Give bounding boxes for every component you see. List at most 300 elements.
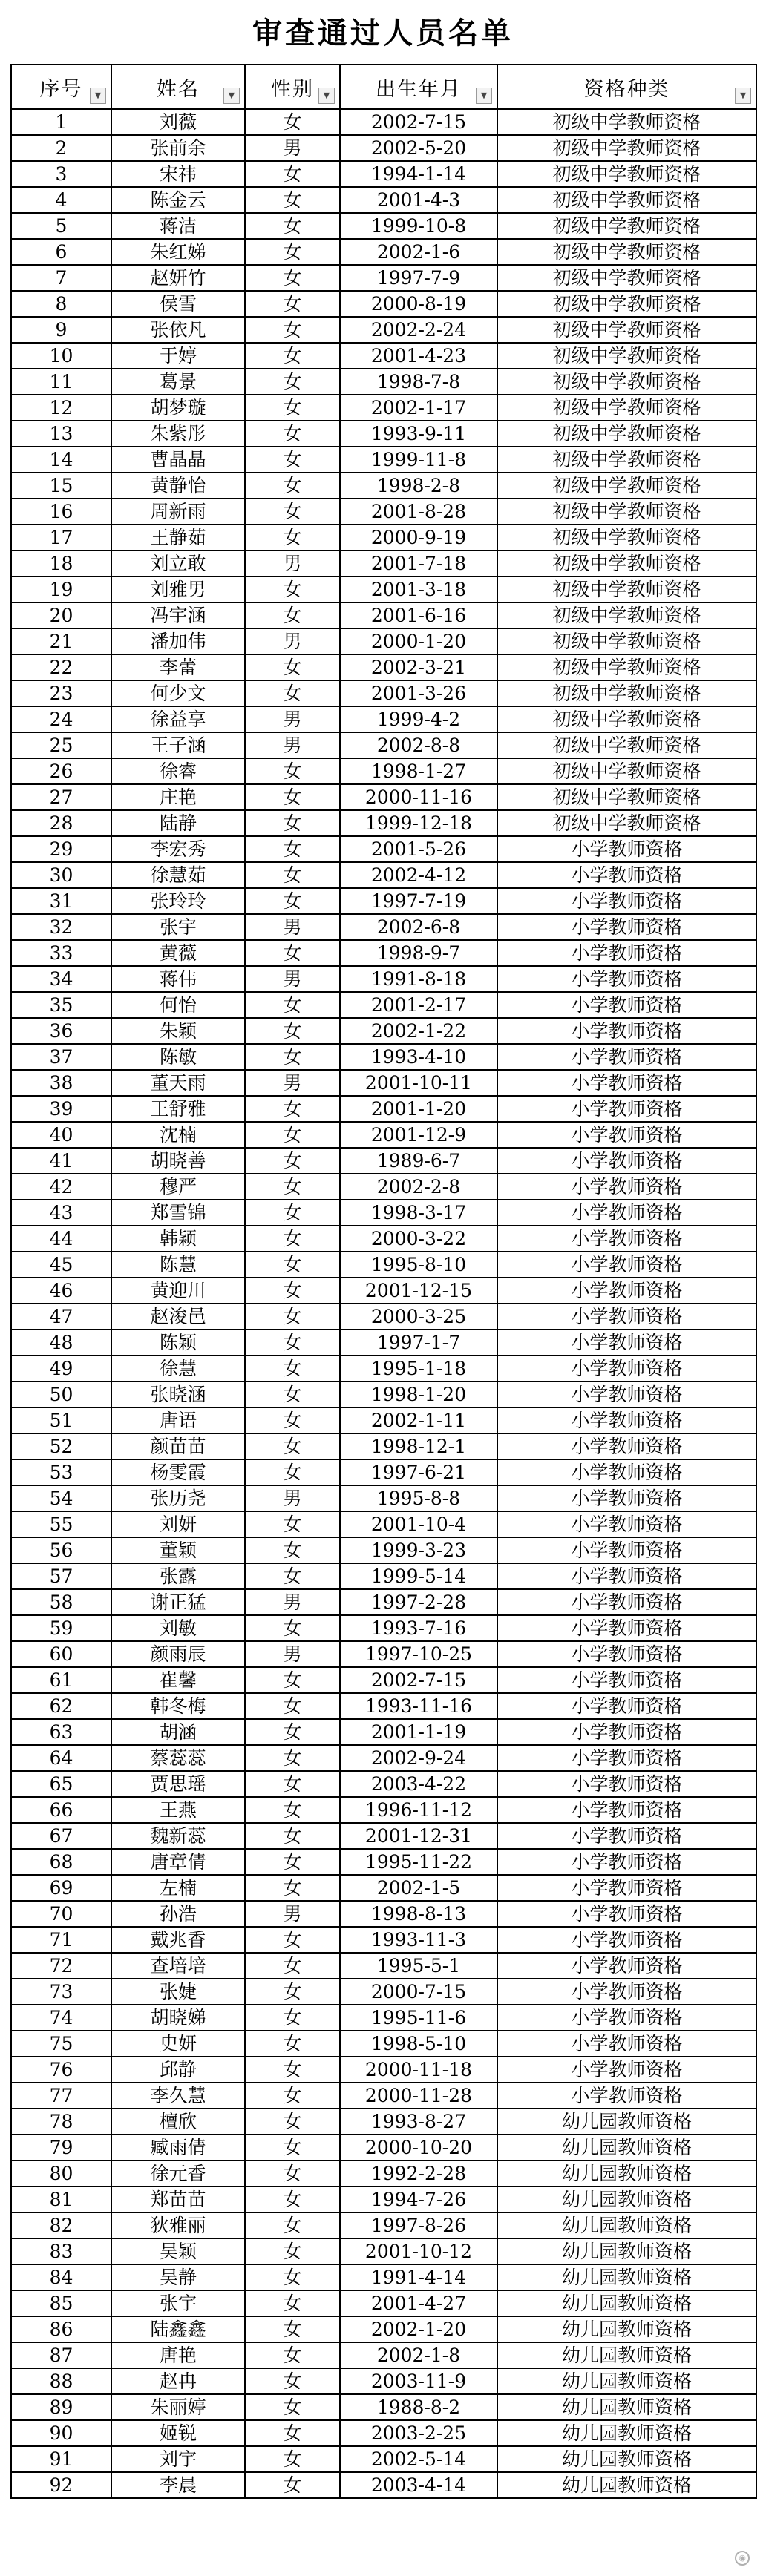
cell-qualification[interactable]: 初级中学教师资格 <box>497 706 756 732</box>
cell-index[interactable]: 61 <box>11 1667 111 1693</box>
cell-gender[interactable]: 女 <box>245 1044 340 1070</box>
cell-qualification[interactable]: 小学教师资格 <box>497 1407 756 1433</box>
cell-gender[interactable]: 女 <box>245 1096 340 1122</box>
cell-name[interactable]: 沈楠 <box>111 1122 245 1148</box>
filter-dropdown-icon[interactable]: ▼ <box>735 88 751 104</box>
cell-index[interactable]: 64 <box>11 1745 111 1771</box>
cell-gender[interactable]: 女 <box>245 1459 340 1485</box>
cell-name[interactable]: 赵浚邑 <box>111 1304 245 1330</box>
cell-name[interactable]: 张前余 <box>111 135 245 161</box>
cell-qualification[interactable]: 小学教师资格 <box>497 1304 756 1330</box>
cell-birthdate[interactable]: 1997-1-7 <box>340 1330 497 1356</box>
cell-qualification[interactable]: 幼儿园教师资格 <box>497 2109 756 2135</box>
filter-dropdown-icon[interactable]: ▼ <box>476 88 492 104</box>
cell-birthdate[interactable]: 2002-7-15 <box>340 1667 497 1693</box>
cell-birthdate[interactable]: 2002-1-11 <box>340 1407 497 1433</box>
cell-qualification[interactable]: 初级中学教师资格 <box>497 447 756 473</box>
cell-index[interactable]: 72 <box>11 1953 111 1979</box>
cell-gender[interactable]: 女 <box>245 2472 340 2498</box>
cell-gender[interactable]: 女 <box>245 810 340 836</box>
cell-gender[interactable]: 男 <box>245 135 340 161</box>
cell-gender[interactable]: 女 <box>245 2342 340 2368</box>
cell-birthdate[interactable]: 1999-3-23 <box>340 1537 497 1563</box>
cell-gender[interactable]: 女 <box>245 499 340 525</box>
cell-gender[interactable]: 男 <box>245 732 340 758</box>
cell-gender[interactable]: 女 <box>245 2420 340 2446</box>
cell-gender[interactable]: 女 <box>245 680 340 706</box>
cell-name[interactable]: 朱紫彤 <box>111 421 245 447</box>
cell-index[interactable]: 5 <box>11 213 111 239</box>
cell-qualification[interactable]: 初级中学教师资格 <box>497 576 756 602</box>
cell-gender[interactable]: 女 <box>245 2135 340 2161</box>
cell-gender[interactable]: 女 <box>245 1615 340 1641</box>
cell-index[interactable]: 16 <box>11 499 111 525</box>
cell-index[interactable]: 24 <box>11 706 111 732</box>
cell-birthdate[interactable]: 2001-6-16 <box>340 602 497 628</box>
cell-gender[interactable]: 女 <box>245 2161 340 2186</box>
cell-gender[interactable]: 女 <box>245 291 340 317</box>
cell-index[interactable]: 31 <box>11 888 111 914</box>
cell-birthdate[interactable]: 2000-3-22 <box>340 1226 497 1252</box>
cell-birthdate[interactable]: 2001-12-31 <box>340 1823 497 1849</box>
cell-birthdate[interactable]: 2001-2-17 <box>340 992 497 1018</box>
cell-qualification[interactable]: 初级中学教师资格 <box>497 628 756 654</box>
cell-qualification[interactable]: 初级中学教师资格 <box>497 265 756 291</box>
cell-birthdate[interactable]: 2002-3-21 <box>340 654 497 680</box>
cell-gender[interactable]: 女 <box>245 213 340 239</box>
cell-index[interactable]: 65 <box>11 1771 111 1797</box>
cell-birthdate[interactable]: 2002-7-15 <box>340 109 497 135</box>
cell-birthdate[interactable]: 1999-4-2 <box>340 706 497 732</box>
cell-name[interactable]: 刘立敢 <box>111 551 245 576</box>
cell-gender[interactable]: 女 <box>245 1148 340 1174</box>
cell-gender[interactable]: 女 <box>245 343 340 369</box>
cell-gender[interactable]: 女 <box>245 473 340 499</box>
cell-qualification[interactable]: 小学教师资格 <box>497 966 756 992</box>
cell-birthdate[interactable]: 1998-8-13 <box>340 1901 497 1927</box>
cell-birthdate[interactable]: 2000-7-15 <box>340 1979 497 2005</box>
cell-qualification[interactable]: 小学教师资格 <box>497 1511 756 1537</box>
cell-name[interactable]: 陆静 <box>111 810 245 836</box>
cell-qualification[interactable]: 小学教师资格 <box>497 914 756 940</box>
cell-gender[interactable]: 女 <box>245 2186 340 2212</box>
cell-birthdate[interactable]: 1997-7-19 <box>340 888 497 914</box>
cell-name[interactable]: 刘雅男 <box>111 576 245 602</box>
cell-birthdate[interactable]: 1996-11-12 <box>340 1797 497 1823</box>
cell-gender[interactable]: 男 <box>245 628 340 654</box>
cell-birthdate[interactable]: 2001-4-27 <box>340 2290 497 2316</box>
cell-index[interactable]: 80 <box>11 2161 111 2186</box>
cell-name[interactable]: 侯雪 <box>111 291 245 317</box>
cell-gender[interactable]: 男 <box>245 1901 340 1927</box>
cell-index[interactable]: 90 <box>11 2420 111 2446</box>
cell-qualification[interactable]: 初级中学教师资格 <box>497 525 756 551</box>
cell-gender[interactable]: 女 <box>245 1381 340 1407</box>
cell-index[interactable]: 54 <box>11 1485 111 1511</box>
cell-name[interactable]: 孙浩 <box>111 1901 245 1927</box>
cell-birthdate[interactable]: 1997-7-9 <box>340 265 497 291</box>
cell-name[interactable]: 朱颖 <box>111 1018 245 1044</box>
cell-index[interactable]: 20 <box>11 602 111 628</box>
cell-index[interactable]: 78 <box>11 2109 111 2135</box>
cell-birthdate[interactable]: 2000-8-19 <box>340 291 497 317</box>
cell-gender[interactable]: 男 <box>245 551 340 576</box>
cell-qualification[interactable]: 小学教师资格 <box>497 1823 756 1849</box>
cell-index[interactable]: 77 <box>11 2083 111 2109</box>
cell-name[interactable]: 李晨 <box>111 2472 245 2498</box>
cell-qualification[interactable]: 小学教师资格 <box>497 1330 756 1356</box>
cell-birthdate[interactable]: 2002-5-20 <box>340 135 497 161</box>
cell-gender[interactable]: 女 <box>245 1407 340 1433</box>
cell-birthdate[interactable]: 2000-1-20 <box>340 628 497 654</box>
cell-gender[interactable]: 女 <box>245 1797 340 1823</box>
cell-name[interactable]: 张婕 <box>111 1979 245 2005</box>
cell-index[interactable]: 44 <box>11 1226 111 1252</box>
cell-name[interactable]: 王燕 <box>111 1797 245 1823</box>
cell-index[interactable]: 25 <box>11 732 111 758</box>
cell-gender[interactable]: 女 <box>245 2109 340 2135</box>
cell-birthdate[interactable]: 1998-9-7 <box>340 940 497 966</box>
cell-qualification[interactable]: 小学教师资格 <box>497 1719 756 1745</box>
cell-qualification[interactable]: 幼儿园教师资格 <box>497 2342 756 2368</box>
cell-gender[interactable]: 女 <box>245 421 340 447</box>
cell-qualification[interactable]: 小学教师资格 <box>497 1771 756 1797</box>
cell-qualification[interactable]: 小学教师资格 <box>497 1745 756 1771</box>
cell-gender[interactable]: 女 <box>245 862 340 888</box>
cell-qualification[interactable]: 初级中学教师资格 <box>497 810 756 836</box>
filter-dropdown-icon[interactable]: ▼ <box>318 88 335 104</box>
cell-birthdate[interactable]: 2000-11-16 <box>340 784 497 810</box>
cell-gender[interactable]: 女 <box>245 187 340 213</box>
cell-gender[interactable]: 女 <box>245 1252 340 1278</box>
cell-birthdate[interactable]: 2001-8-28 <box>340 499 497 525</box>
cell-qualification[interactable]: 幼儿园教师资格 <box>497 2290 756 2316</box>
cell-qualification[interactable]: 初级中学教师资格 <box>497 239 756 265</box>
cell-gender[interactable]: 女 <box>245 1226 340 1252</box>
cell-gender[interactable]: 女 <box>245 317 340 343</box>
cell-index[interactable]: 62 <box>11 1693 111 1719</box>
cell-gender[interactable]: 女 <box>245 161 340 187</box>
cell-qualification[interactable]: 初级中学教师资格 <box>497 473 756 499</box>
cell-gender[interactable]: 女 <box>245 888 340 914</box>
cell-index[interactable]: 73 <box>11 1979 111 2005</box>
cell-index[interactable]: 85 <box>11 2290 111 2316</box>
cell-qualification[interactable]: 初级中学教师资格 <box>497 680 756 706</box>
cell-gender[interactable]: 女 <box>245 2005 340 2031</box>
cell-gender[interactable]: 女 <box>245 525 340 551</box>
cell-name[interactable]: 蒋伟 <box>111 966 245 992</box>
cell-index[interactable]: 12 <box>11 395 111 421</box>
cell-index[interactable]: 63 <box>11 1719 111 1745</box>
cell-birthdate[interactable]: 2001-5-26 <box>340 836 497 862</box>
cell-gender[interactable]: 男 <box>245 1589 340 1615</box>
cell-index[interactable]: 79 <box>11 2135 111 2161</box>
cell-qualification[interactable]: 小学教师资格 <box>497 1096 756 1122</box>
cell-gender[interactable]: 女 <box>245 1979 340 2005</box>
cell-birthdate[interactable]: 2002-5-14 <box>340 2446 497 2472</box>
cell-birthdate[interactable]: 2001-10-12 <box>340 2238 497 2264</box>
cell-name[interactable]: 檀欣 <box>111 2109 245 2135</box>
cell-gender[interactable]: 女 <box>245 2290 340 2316</box>
cell-name[interactable]: 张宇 <box>111 914 245 940</box>
cell-birthdate[interactable]: 1994-1-14 <box>340 161 497 187</box>
cell-qualification[interactable]: 初级中学教师资格 <box>497 654 756 680</box>
cell-qualification[interactable]: 小学教师资格 <box>497 1615 756 1641</box>
cell-index[interactable]: 59 <box>11 1615 111 1641</box>
cell-name[interactable]: 宋祎 <box>111 161 245 187</box>
cell-qualification[interactable]: 幼儿园教师资格 <box>497 2446 756 2472</box>
cell-gender[interactable]: 女 <box>245 1433 340 1459</box>
cell-index[interactable]: 76 <box>11 2057 111 2083</box>
cell-index[interactable]: 30 <box>11 862 111 888</box>
cell-name[interactable]: 徐睿 <box>111 758 245 784</box>
cell-gender[interactable]: 女 <box>245 576 340 602</box>
cell-gender[interactable]: 女 <box>245 2238 340 2264</box>
cell-index[interactable]: 6 <box>11 239 111 265</box>
cell-index[interactable]: 8 <box>11 291 111 317</box>
cell-gender[interactable]: 女 <box>245 1511 340 1537</box>
cell-index[interactable]: 15 <box>11 473 111 499</box>
cell-index[interactable]: 49 <box>11 1356 111 1381</box>
cell-birthdate[interactable]: 1995-11-22 <box>340 1849 497 1875</box>
cell-qualification[interactable]: 幼儿园教师资格 <box>497 2420 756 2446</box>
cell-birthdate[interactable]: 2002-1-6 <box>340 239 497 265</box>
cell-gender[interactable]: 男 <box>245 966 340 992</box>
cell-name[interactable]: 李蕾 <box>111 654 245 680</box>
cell-index[interactable]: 10 <box>11 343 111 369</box>
cell-birthdate[interactable]: 1998-1-27 <box>340 758 497 784</box>
cell-name[interactable]: 韩颖 <box>111 1226 245 1252</box>
cell-name[interactable]: 蔡蕊蕊 <box>111 1745 245 1771</box>
cell-gender[interactable]: 女 <box>245 2031 340 2057</box>
cell-gender[interactable]: 女 <box>245 1278 340 1304</box>
cell-index[interactable]: 14 <box>11 447 111 473</box>
cell-gender[interactable]: 男 <box>245 1070 340 1096</box>
cell-index[interactable]: 68 <box>11 1849 111 1875</box>
cell-gender[interactable]: 女 <box>245 2368 340 2394</box>
cell-birthdate[interactable]: 1995-11-6 <box>340 2005 497 2031</box>
cell-qualification[interactable]: 幼儿园教师资格 <box>497 2264 756 2290</box>
cell-gender[interactable]: 女 <box>245 1719 340 1745</box>
cell-name[interactable]: 朱丽婷 <box>111 2394 245 2420</box>
cell-qualification[interactable]: 小学教师资格 <box>497 1174 756 1200</box>
cell-name[interactable]: 穆严 <box>111 1174 245 1200</box>
cell-qualification[interactable]: 初级中学教师资格 <box>497 343 756 369</box>
cell-name[interactable]: 黄迎川 <box>111 1278 245 1304</box>
cell-name[interactable]: 郑雪锦 <box>111 1200 245 1226</box>
cell-qualification[interactable]: 小学教师资格 <box>497 1953 756 1979</box>
cell-name[interactable]: 王静茹 <box>111 525 245 551</box>
cell-birthdate[interactable]: 1995-8-10 <box>340 1252 497 1278</box>
cell-name[interactable]: 杨雯霞 <box>111 1459 245 1485</box>
cell-name[interactable]: 何怡 <box>111 992 245 1018</box>
cell-index[interactable]: 51 <box>11 1407 111 1433</box>
cell-qualification[interactable]: 初级中学教师资格 <box>497 551 756 576</box>
cell-index[interactable]: 23 <box>11 680 111 706</box>
cell-index[interactable]: 21 <box>11 628 111 654</box>
cell-index[interactable]: 81 <box>11 2186 111 2212</box>
cell-index[interactable]: 33 <box>11 940 111 966</box>
cell-qualification[interactable]: 幼儿园教师资格 <box>497 2135 756 2161</box>
cell-name[interactable]: 董颖 <box>111 1537 245 1563</box>
cell-qualification[interactable]: 小学教师资格 <box>497 1901 756 1927</box>
cell-qualification[interactable]: 初级中学教师资格 <box>497 291 756 317</box>
cell-index[interactable]: 1 <box>11 109 111 135</box>
cell-name[interactable]: 张依凡 <box>111 317 245 343</box>
cell-gender[interactable]: 女 <box>245 784 340 810</box>
cell-birthdate[interactable]: 1992-2-28 <box>340 2161 497 2186</box>
cell-index[interactable]: 43 <box>11 1200 111 1226</box>
cell-name[interactable]: 贾思瑶 <box>111 1771 245 1797</box>
cell-birthdate[interactable]: 2002-9-24 <box>340 1745 497 1771</box>
cell-index[interactable]: 57 <box>11 1563 111 1589</box>
cell-qualification[interactable]: 小学教师资格 <box>497 1070 756 1096</box>
cell-name[interactable]: 胡晓娣 <box>111 2005 245 2031</box>
cell-qualification[interactable]: 幼儿园教师资格 <box>497 2212 756 2238</box>
cell-name[interactable]: 王舒雅 <box>111 1096 245 1122</box>
cell-gender[interactable]: 女 <box>245 395 340 421</box>
cell-gender[interactable]: 女 <box>245 992 340 1018</box>
cell-qualification[interactable]: 幼儿园教师资格 <box>497 2472 756 2498</box>
cell-name[interactable]: 李宏秀 <box>111 836 245 862</box>
cell-name[interactable]: 狄雅丽 <box>111 2212 245 2238</box>
cell-birthdate[interactable]: 2001-10-4 <box>340 1511 497 1537</box>
cell-index[interactable]: 71 <box>11 1927 111 1953</box>
cell-gender[interactable]: 女 <box>245 1875 340 1901</box>
cell-birthdate[interactable]: 2002-1-8 <box>340 2342 497 2368</box>
cell-gender[interactable]: 女 <box>245 2316 340 2342</box>
cell-gender[interactable]: 女 <box>245 2212 340 2238</box>
cell-index[interactable]: 38 <box>11 1070 111 1096</box>
cell-gender[interactable]: 女 <box>245 602 340 628</box>
cell-name[interactable]: 何少文 <box>111 680 245 706</box>
cell-qualification[interactable]: 小学教师资格 <box>497 1797 756 1823</box>
cell-name[interactable]: 周新雨 <box>111 499 245 525</box>
cell-name[interactable]: 胡梦璇 <box>111 395 245 421</box>
cell-birthdate[interactable]: 2003-4-22 <box>340 1771 497 1797</box>
cell-qualification[interactable]: 小学教师资格 <box>497 862 756 888</box>
cell-gender[interactable]: 女 <box>245 1927 340 1953</box>
cell-birthdate[interactable]: 1993-7-16 <box>340 1615 497 1641</box>
cell-name[interactable]: 张露 <box>111 1563 245 1589</box>
cell-gender[interactable]: 女 <box>245 1356 340 1381</box>
cell-name[interactable]: 崔馨 <box>111 1667 245 1693</box>
cell-name[interactable]: 于婷 <box>111 343 245 369</box>
cell-birthdate[interactable]: 2002-2-8 <box>340 1174 497 1200</box>
cell-birthdate[interactable]: 2001-4-23 <box>340 343 497 369</box>
cell-name[interactable]: 庄艳 <box>111 784 245 810</box>
cell-qualification[interactable]: 幼儿园教师资格 <box>497 2186 756 2212</box>
cell-name[interactable]: 赵妍竹 <box>111 265 245 291</box>
cell-birthdate[interactable]: 1999-12-18 <box>340 810 497 836</box>
cell-qualification[interactable]: 初级中学教师资格 <box>497 135 756 161</box>
cell-name[interactable]: 吴颖 <box>111 2238 245 2264</box>
cell-name[interactable]: 刘薇 <box>111 109 245 135</box>
cell-gender[interactable]: 女 <box>245 758 340 784</box>
cell-index[interactable]: 35 <box>11 992 111 1018</box>
cell-qualification[interactable]: 小学教师资格 <box>497 1979 756 2005</box>
cell-name[interactable]: 徐元香 <box>111 2161 245 2186</box>
cell-birthdate[interactable]: 2002-6-8 <box>340 914 497 940</box>
cell-gender[interactable]: 女 <box>245 836 340 862</box>
cell-index[interactable]: 89 <box>11 2394 111 2420</box>
cell-index[interactable]: 3 <box>11 161 111 187</box>
cell-gender[interactable]: 女 <box>245 1693 340 1719</box>
cell-index[interactable]: 83 <box>11 2238 111 2264</box>
cell-birthdate[interactable]: 1993-11-3 <box>340 1927 497 1953</box>
cell-index[interactable]: 9 <box>11 317 111 343</box>
cell-name[interactable]: 朱红娣 <box>111 239 245 265</box>
cell-birthdate[interactable]: 2002-1-17 <box>340 395 497 421</box>
cell-birthdate[interactable]: 1988-8-2 <box>340 2394 497 2420</box>
cell-name[interactable]: 唐语 <box>111 1407 245 1433</box>
cell-index[interactable]: 88 <box>11 2368 111 2394</box>
cell-birthdate[interactable]: 2001-12-9 <box>340 1122 497 1148</box>
cell-gender[interactable]: 女 <box>245 1200 340 1226</box>
cell-birthdate[interactable]: 2000-9-19 <box>340 525 497 551</box>
cell-qualification[interactable]: 小学教师资格 <box>497 1589 756 1615</box>
cell-qualification[interactable]: 幼儿园教师资格 <box>497 2316 756 2342</box>
cell-gender[interactable]: 女 <box>245 2057 340 2083</box>
cell-name[interactable]: 谢正猛 <box>111 1589 245 1615</box>
cell-name[interactable]: 徐慧 <box>111 1356 245 1381</box>
cell-birthdate[interactable]: 1998-5-10 <box>340 2031 497 2057</box>
cell-name[interactable]: 胡涵 <box>111 1719 245 1745</box>
cell-index[interactable]: 56 <box>11 1537 111 1563</box>
cell-name[interactable]: 刘宇 <box>111 2446 245 2472</box>
cell-qualification[interactable]: 初级中学教师资格 <box>497 317 756 343</box>
cell-birthdate[interactable]: 1998-1-20 <box>340 1381 497 1407</box>
cell-qualification[interactable]: 小学教师资格 <box>497 2057 756 2083</box>
cell-birthdate[interactable]: 2000-10-20 <box>340 2135 497 2161</box>
cell-birthdate[interactable]: 1991-4-14 <box>340 2264 497 2290</box>
cell-index[interactable]: 60 <box>11 1641 111 1667</box>
cell-birthdate[interactable]: 2000-3-25 <box>340 1304 497 1330</box>
filter-dropdown-icon[interactable]: ▼ <box>90 88 106 104</box>
cell-qualification[interactable]: 小学教师资格 <box>497 1122 756 1148</box>
cell-gender[interactable]: 女 <box>245 1018 340 1044</box>
cell-name[interactable]: 黄静怡 <box>111 473 245 499</box>
cell-gender[interactable]: 男 <box>245 1485 340 1511</box>
cell-name[interactable]: 胡晓善 <box>111 1148 245 1174</box>
cell-name[interactable]: 魏新蕊 <box>111 1823 245 1849</box>
cell-index[interactable]: 87 <box>11 2342 111 2368</box>
cell-qualification[interactable]: 小学教师资格 <box>497 1667 756 1693</box>
cell-gender[interactable]: 女 <box>245 654 340 680</box>
cell-name[interactable]: 颜苗苗 <box>111 1433 245 1459</box>
cell-birthdate[interactable]: 2002-4-12 <box>340 862 497 888</box>
cell-qualification[interactable]: 小学教师资格 <box>497 1459 756 1485</box>
cell-birthdate[interactable]: 2000-11-18 <box>340 2057 497 2083</box>
cell-index[interactable]: 26 <box>11 758 111 784</box>
cell-name[interactable]: 左楠 <box>111 1875 245 1901</box>
cell-index[interactable]: 58 <box>11 1589 111 1615</box>
cell-index[interactable]: 82 <box>11 2212 111 2238</box>
cell-name[interactable]: 张晓涵 <box>111 1381 245 1407</box>
cell-qualification[interactable]: 小学教师资格 <box>497 1381 756 1407</box>
cell-name[interactable]: 查培培 <box>111 1953 245 1979</box>
cell-qualification[interactable]: 初级中学教师资格 <box>497 421 756 447</box>
cell-gender[interactable]: 女 <box>245 940 340 966</box>
cell-name[interactable]: 刘敏 <box>111 1615 245 1641</box>
cell-name[interactable]: 韩冬梅 <box>111 1693 245 1719</box>
cell-qualification[interactable]: 初级中学教师资格 <box>497 395 756 421</box>
cell-index[interactable]: 37 <box>11 1044 111 1070</box>
cell-name[interactable]: 史妍 <box>111 2031 245 2057</box>
cell-qualification[interactable]: 小学教师资格 <box>497 1226 756 1252</box>
cell-qualification[interactable]: 小学教师资格 <box>497 1356 756 1381</box>
cell-birthdate[interactable]: 1991-8-18 <box>340 966 497 992</box>
